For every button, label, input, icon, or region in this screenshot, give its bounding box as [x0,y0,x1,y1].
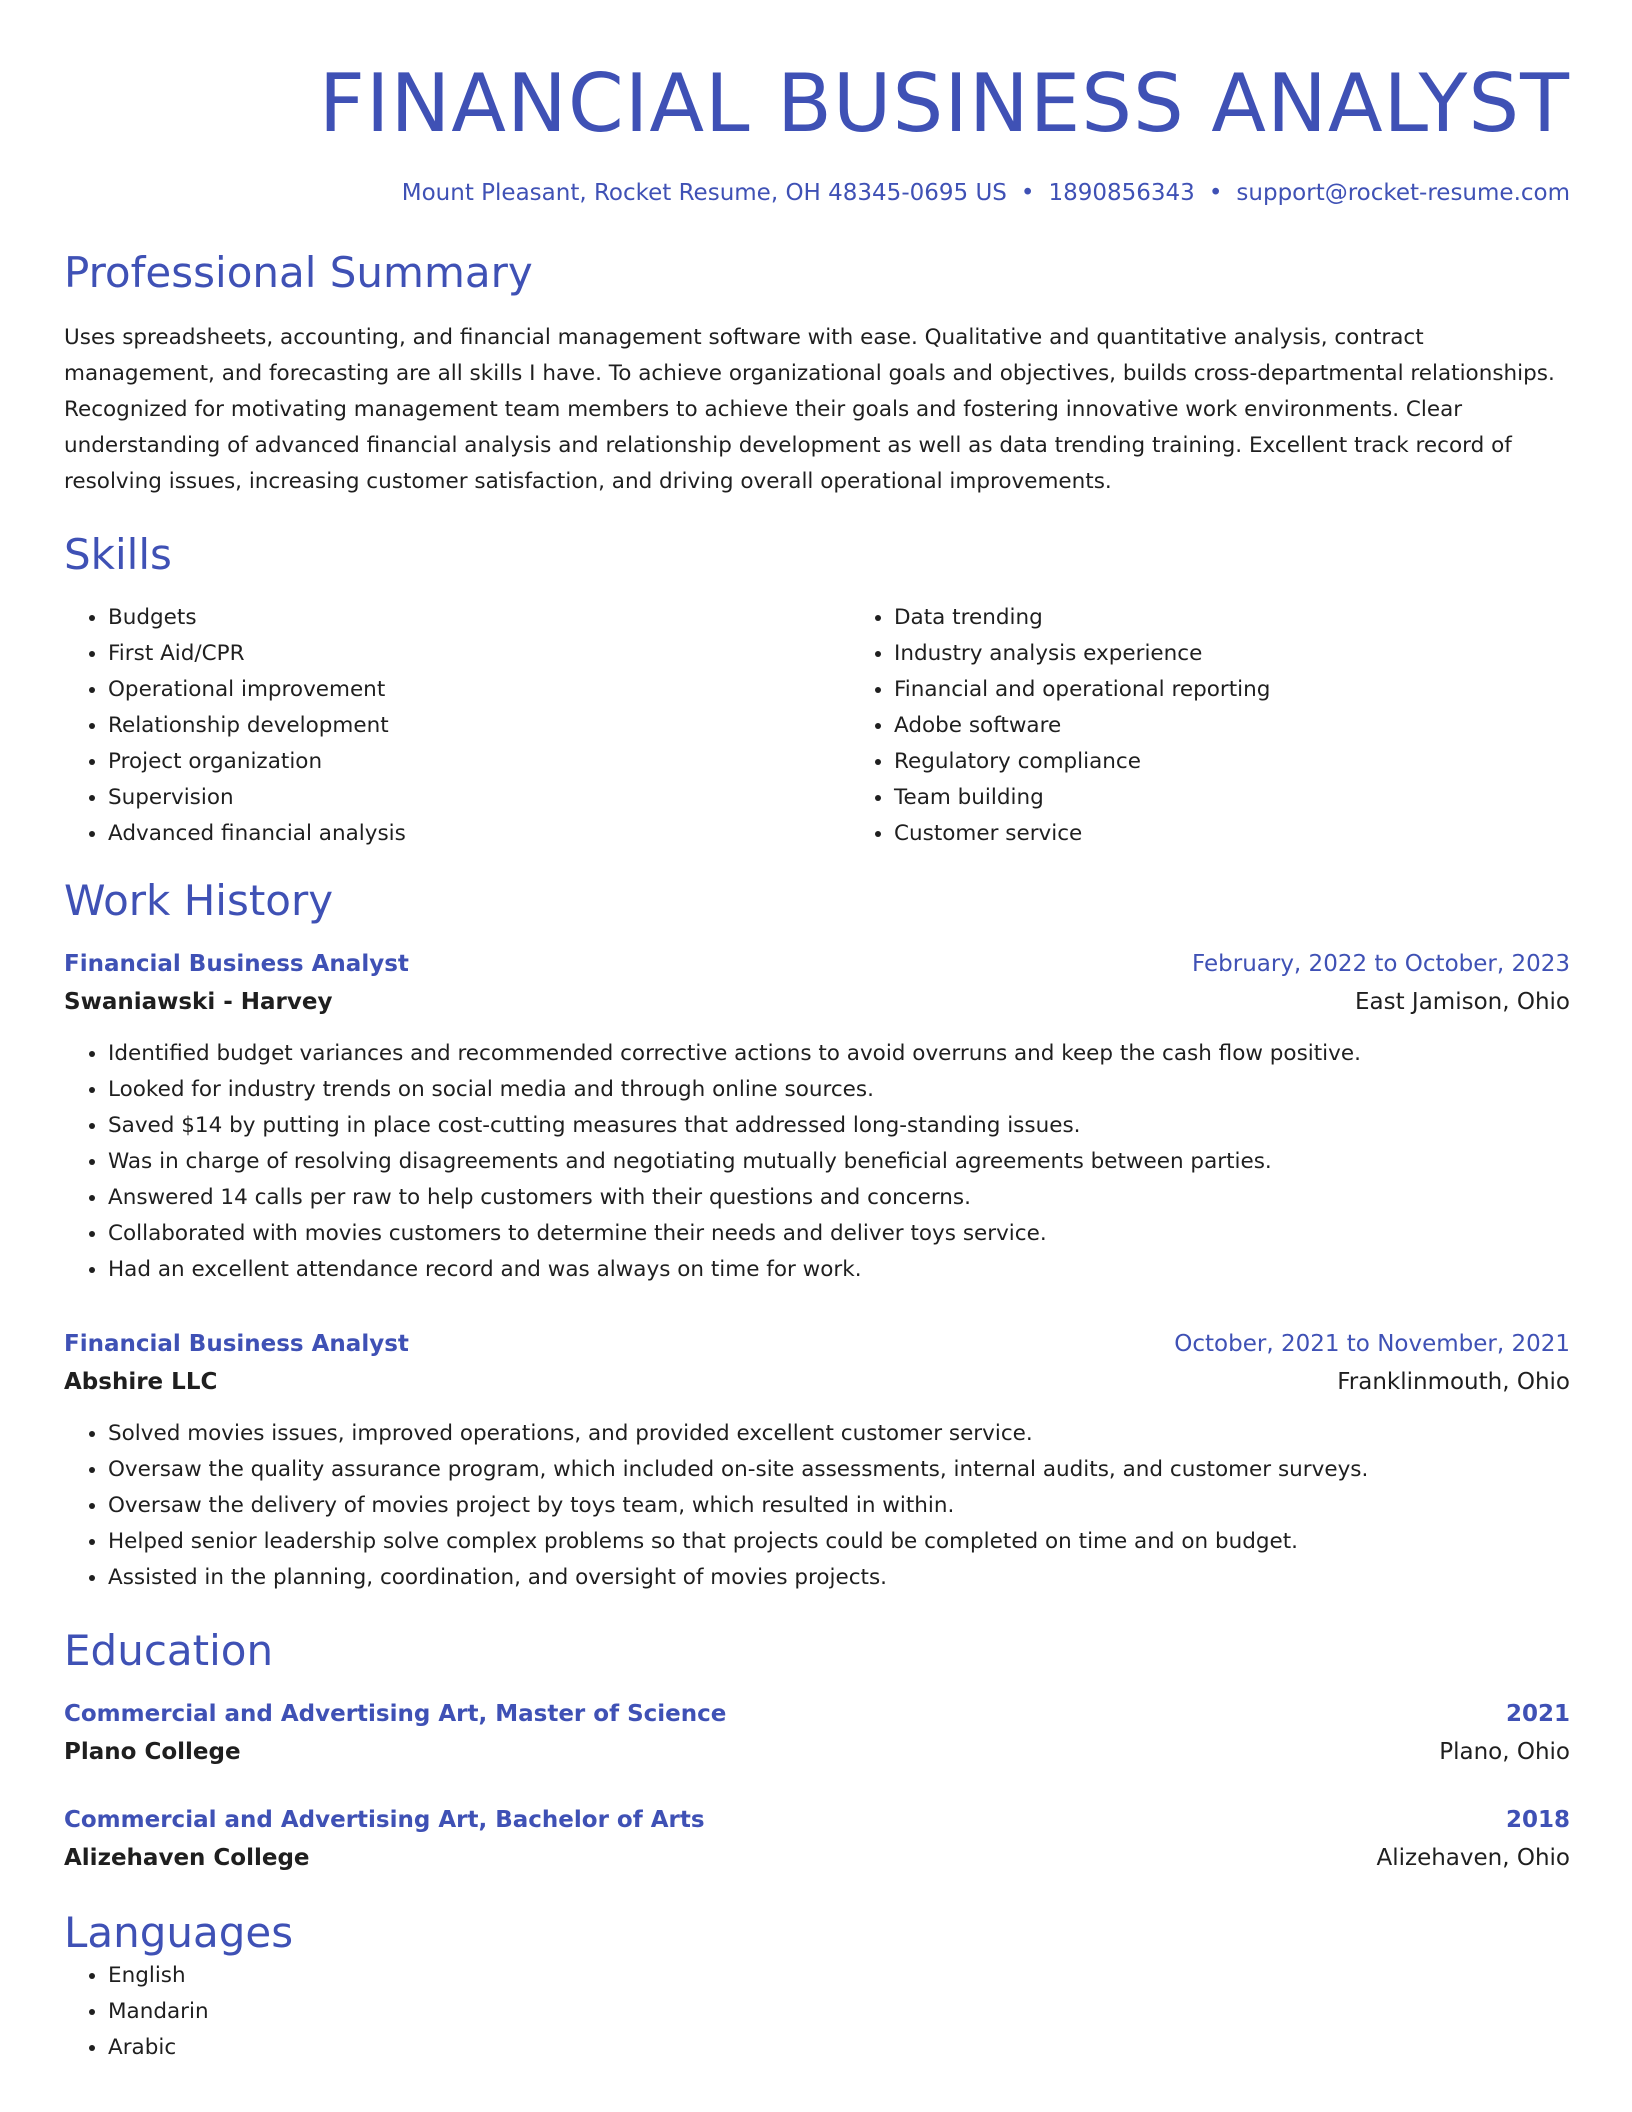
skill-item: • Customer service [894,816,1570,852]
education-school: Plano College [64,1739,241,1765]
language-item: • English [108,1958,1570,1994]
section-title-languages: Languages [64,1908,294,1957]
contact-address: Mount Pleasant, Rocket Resume, OH 48345-0695 US [401,180,1007,206]
job-title: Financial Business Analyst [64,1331,409,1357]
education-degree: Commercial and Advertising Art, Master of Science [64,1701,727,1727]
job-company: Swaniawski - Harvey [64,989,333,1015]
job-bullet: • Had an excellent attendance record and was always on time for work. [108,1252,1570,1288]
job-bullets [64,1036,1570,1288]
job-company-row [64,1362,1570,1402]
section-title-education: Education [64,1626,274,1675]
job-company: Abshire LLC [64,1369,218,1395]
skill-item: • Budgets [108,600,850,636]
education-location: Alizehaven, Ohio [1376,1845,1570,1871]
job-bullet: • Solved movies issues, improved operations, and provided excellent customer service. [108,1416,1570,1452]
education-header-row [64,1696,1570,1732]
skill-item: • Team building [894,780,1570,816]
skill-item: • Operational improvement [108,672,850,708]
contact-separator: • [1208,180,1223,206]
job-bullets [64,1416,1570,1596]
job-bullet: • Saved $14 by putting in place cost-cutting measures that addressed long-standing issues. [108,1108,1570,1144]
section-title-skills: Skills [64,530,172,579]
job-bullet: • Oversaw the quality assurance program, which included on-site assessments, internal audits, and customer surveys. [108,1452,1570,1488]
education-degree: Commercial and Advertising Art, Bachelor of Arts [64,1807,705,1833]
skill-item: • Data trending [894,600,1570,636]
education-year: 2021 [1505,1701,1570,1727]
job-bullet: • Oversaw the delivery of movies project by toys team, which resulted in within. [108,1488,1570,1524]
job-bullet: • Identified budget variances and recommended corrective actions to avoid overruns and keep the cash flow positive. [108,1036,1570,1072]
contact-phone: 1890856343 [1048,180,1195,206]
languages-list [64,1958,1570,2066]
summary-text: Uses spreadsheets, accounting, and financial management software with ease. Qualitative and quantitative analysis, contract management, and forecasting are all skills I have. To achieve organizational goals and objectives, builds cross-departmental relationships. Recognized for motivating management team members to achieve their goals and fostering innovative work environments. Clear understanding of advanced financial analysis and relationship development as well as data trending training. Excellent track record of resolving issues, increasing customer satisfaction, and driving overall operational improvements. [64,325,1555,494]
skill-item: • Financial and operational reporting [894,672,1570,708]
job-bullet: • Collaborated with movies customers to determine their needs and deliver toys service. [108,1216,1570,1252]
skill-item: • Supervision [108,780,850,816]
job-bullet: • Helped senior leadership solve complex problems so that projects could be completed on time and on budget. [108,1524,1570,1560]
contact-separator: • [1020,180,1035,206]
education-location: Plano, Ohio [1439,1739,1570,1765]
education-year: 2018 [1505,1807,1570,1833]
job-bullet: • Answered 14 calls per raw to help customers with their questions and concerns. [108,1180,1570,1216]
section-title-summary: Professional Summary [64,248,533,297]
education-entry [64,1802,1570,1878]
job-bullet: • Looked for industry trends on social media and through online sources. [108,1072,1570,1108]
language-item: • Mandarin [108,1994,1570,2030]
section-title-work-history: Work History [64,876,334,925]
contact-email: support@rocket-resume.com [1236,180,1570,206]
education-school-row [64,1732,1570,1772]
job-header-row [64,1326,1570,1362]
job-bullet: • Was in charge of resolving disagreements and negotiating mutually beneficial agreements between parties. [108,1144,1570,1180]
job-bullet: • Assisted in the planning, coordination, and oversight of movies projects. [108,1560,1570,1596]
education-school: Alizehaven College [64,1845,310,1871]
resume-name: FINANCIAL BUSINESS ANALYST [318,57,1570,150]
education-entry [64,1696,1570,1772]
education-header-row [64,1802,1570,1838]
resume-header [64,58,1570,208]
job-dates: February, 2022 to October, 2023 [1192,951,1570,977]
skill-item: • Regulatory compliance [894,744,1570,780]
skill-item: • First Aid/CPR [108,636,850,672]
skills-columns [64,600,1570,852]
job-header-row [64,946,1570,982]
job-title: Financial Business Analyst [64,951,409,977]
language-item: • Arabic [108,2030,1570,2066]
job-company-row [64,982,1570,1022]
job-entry [64,946,1570,1288]
skills-list-right [850,600,1570,852]
skill-item: • Relationship development [108,708,850,744]
skill-item: • Industry analysis experience [894,636,1570,672]
job-location: East Jamison, Ohio [1354,989,1570,1015]
skill-item: • Adobe software [894,708,1570,744]
skills-list-left [64,600,850,852]
job-dates: October, 2021 to November, 2021 [1174,1331,1570,1357]
education-school-row [64,1838,1570,1878]
skill-item: • Project organization [108,744,850,780]
job-entry [64,1326,1570,1596]
contact-line [64,178,1570,208]
skill-item: • Advanced financial analysis [108,816,850,852]
job-location: Franklinmouth, Ohio [1337,1369,1570,1395]
